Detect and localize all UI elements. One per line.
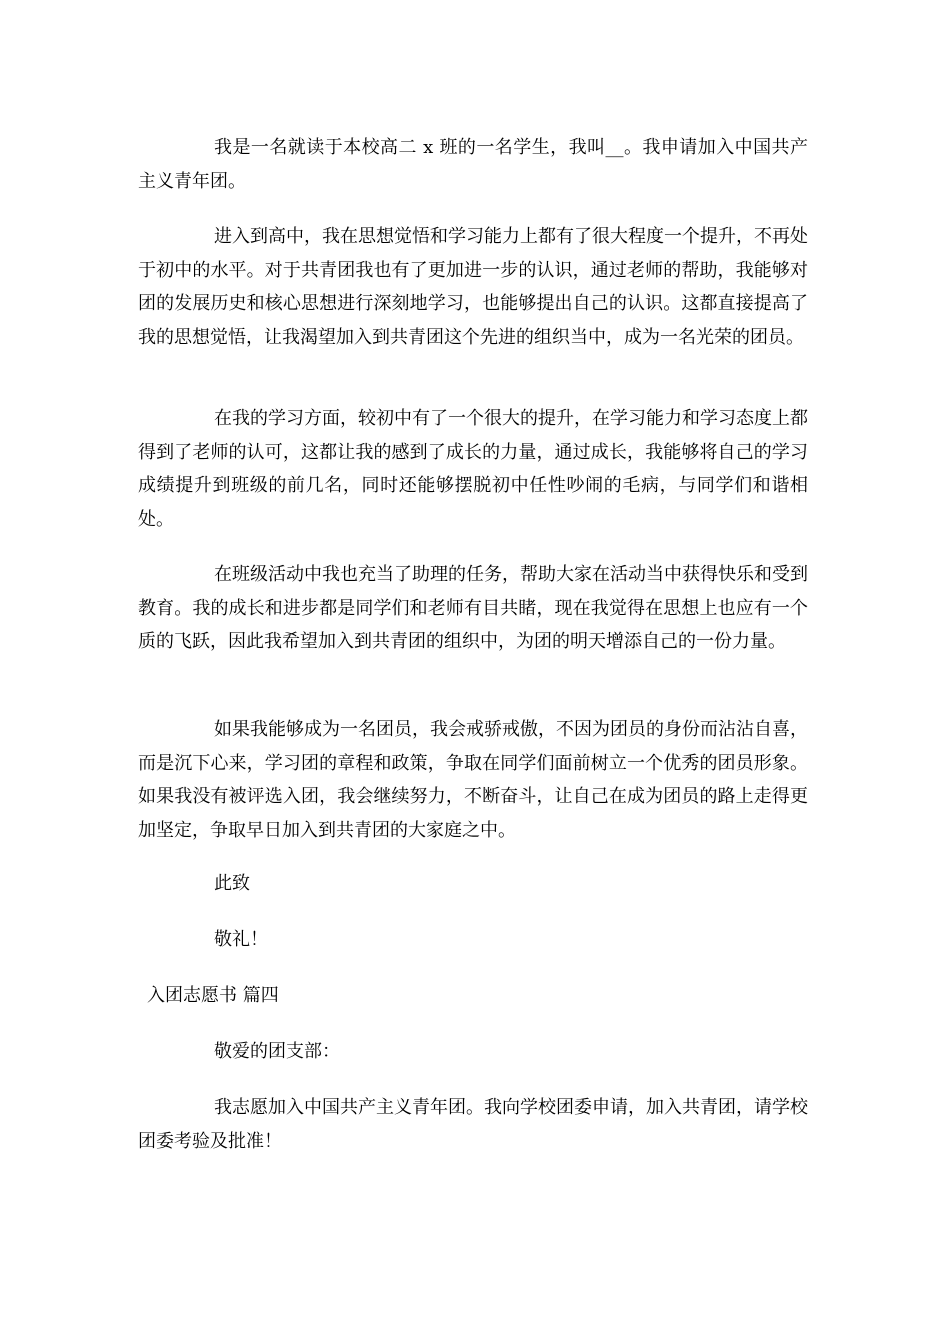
paragraph-self-introduction: 我是一名就读于本校高二 x 班的一名学生，我叫__。我申请加入中国共产主义青年团。 xyxy=(138,137,808,192)
paragraph-application: 我志愿加入中国共产主义青年团。我向学校团委申请，加入共青团，请学校团委考验及批准！ xyxy=(138,1097,808,1152)
greeting: 敬爱的团支部： xyxy=(214,1041,340,1062)
closing-salutation: 此致 xyxy=(214,873,250,894)
section-heading: 入团志愿书 篇四 xyxy=(147,985,279,1006)
paragraph-study-progress: 在我的学习方面，较初中有了一个很大的提升，在学习能力和学习态度上都得到了老师的认可，这都让我的感到了成长的力量，通过成长，我能够将自己的学习成绩提升到班级的前几名，同时还能够摆脱初中任性吵闹的毛病，与同学们和谐相处。 xyxy=(138,408,808,530)
closing-regards: 敬礼！ xyxy=(214,929,268,950)
paragraph-commitment: 如果我能够成为一名团员，我会戒骄戒傲，不因为团员的身份而沾沾自喜，而是沉下心来，学习团的章程和政策，争取在同学们面前树立一个优秀的团员形象。如果我没有被评选入团，我会继续努力，不断奋斗，让自己在成为团员的路上走得更加坚定，争取早日加入到共青团的大家庭之中。 xyxy=(138,719,808,841)
paragraph-high-school-growth: 进入到高中，我在思想觉悟和学习能力上都有了很大程度一个提升，不再处于初中的水平。对于共青团我也有了更加进一步的认识，通过老师的帮助，我能够对团的发展历史和核心思想进行深刻地学习，也能够提出自己的认识。这都直接提高了我的思想觉悟，让我渴望加入到共青团这个先进的组织当中，成为一名光荣的团员。 xyxy=(138,226,808,348)
paragraph-class-activities: 在班级活动中我也充当了助理的任务，帮助大家在活动当中获得快乐和受到教育。我的成长和进步都是同学们和老师有目共睹，现在我觉得在思想上也应有一个质的飞跃，因此我希望加入到共青团的组织中，为团的明天增添自己的一份力量。 xyxy=(138,564,808,652)
